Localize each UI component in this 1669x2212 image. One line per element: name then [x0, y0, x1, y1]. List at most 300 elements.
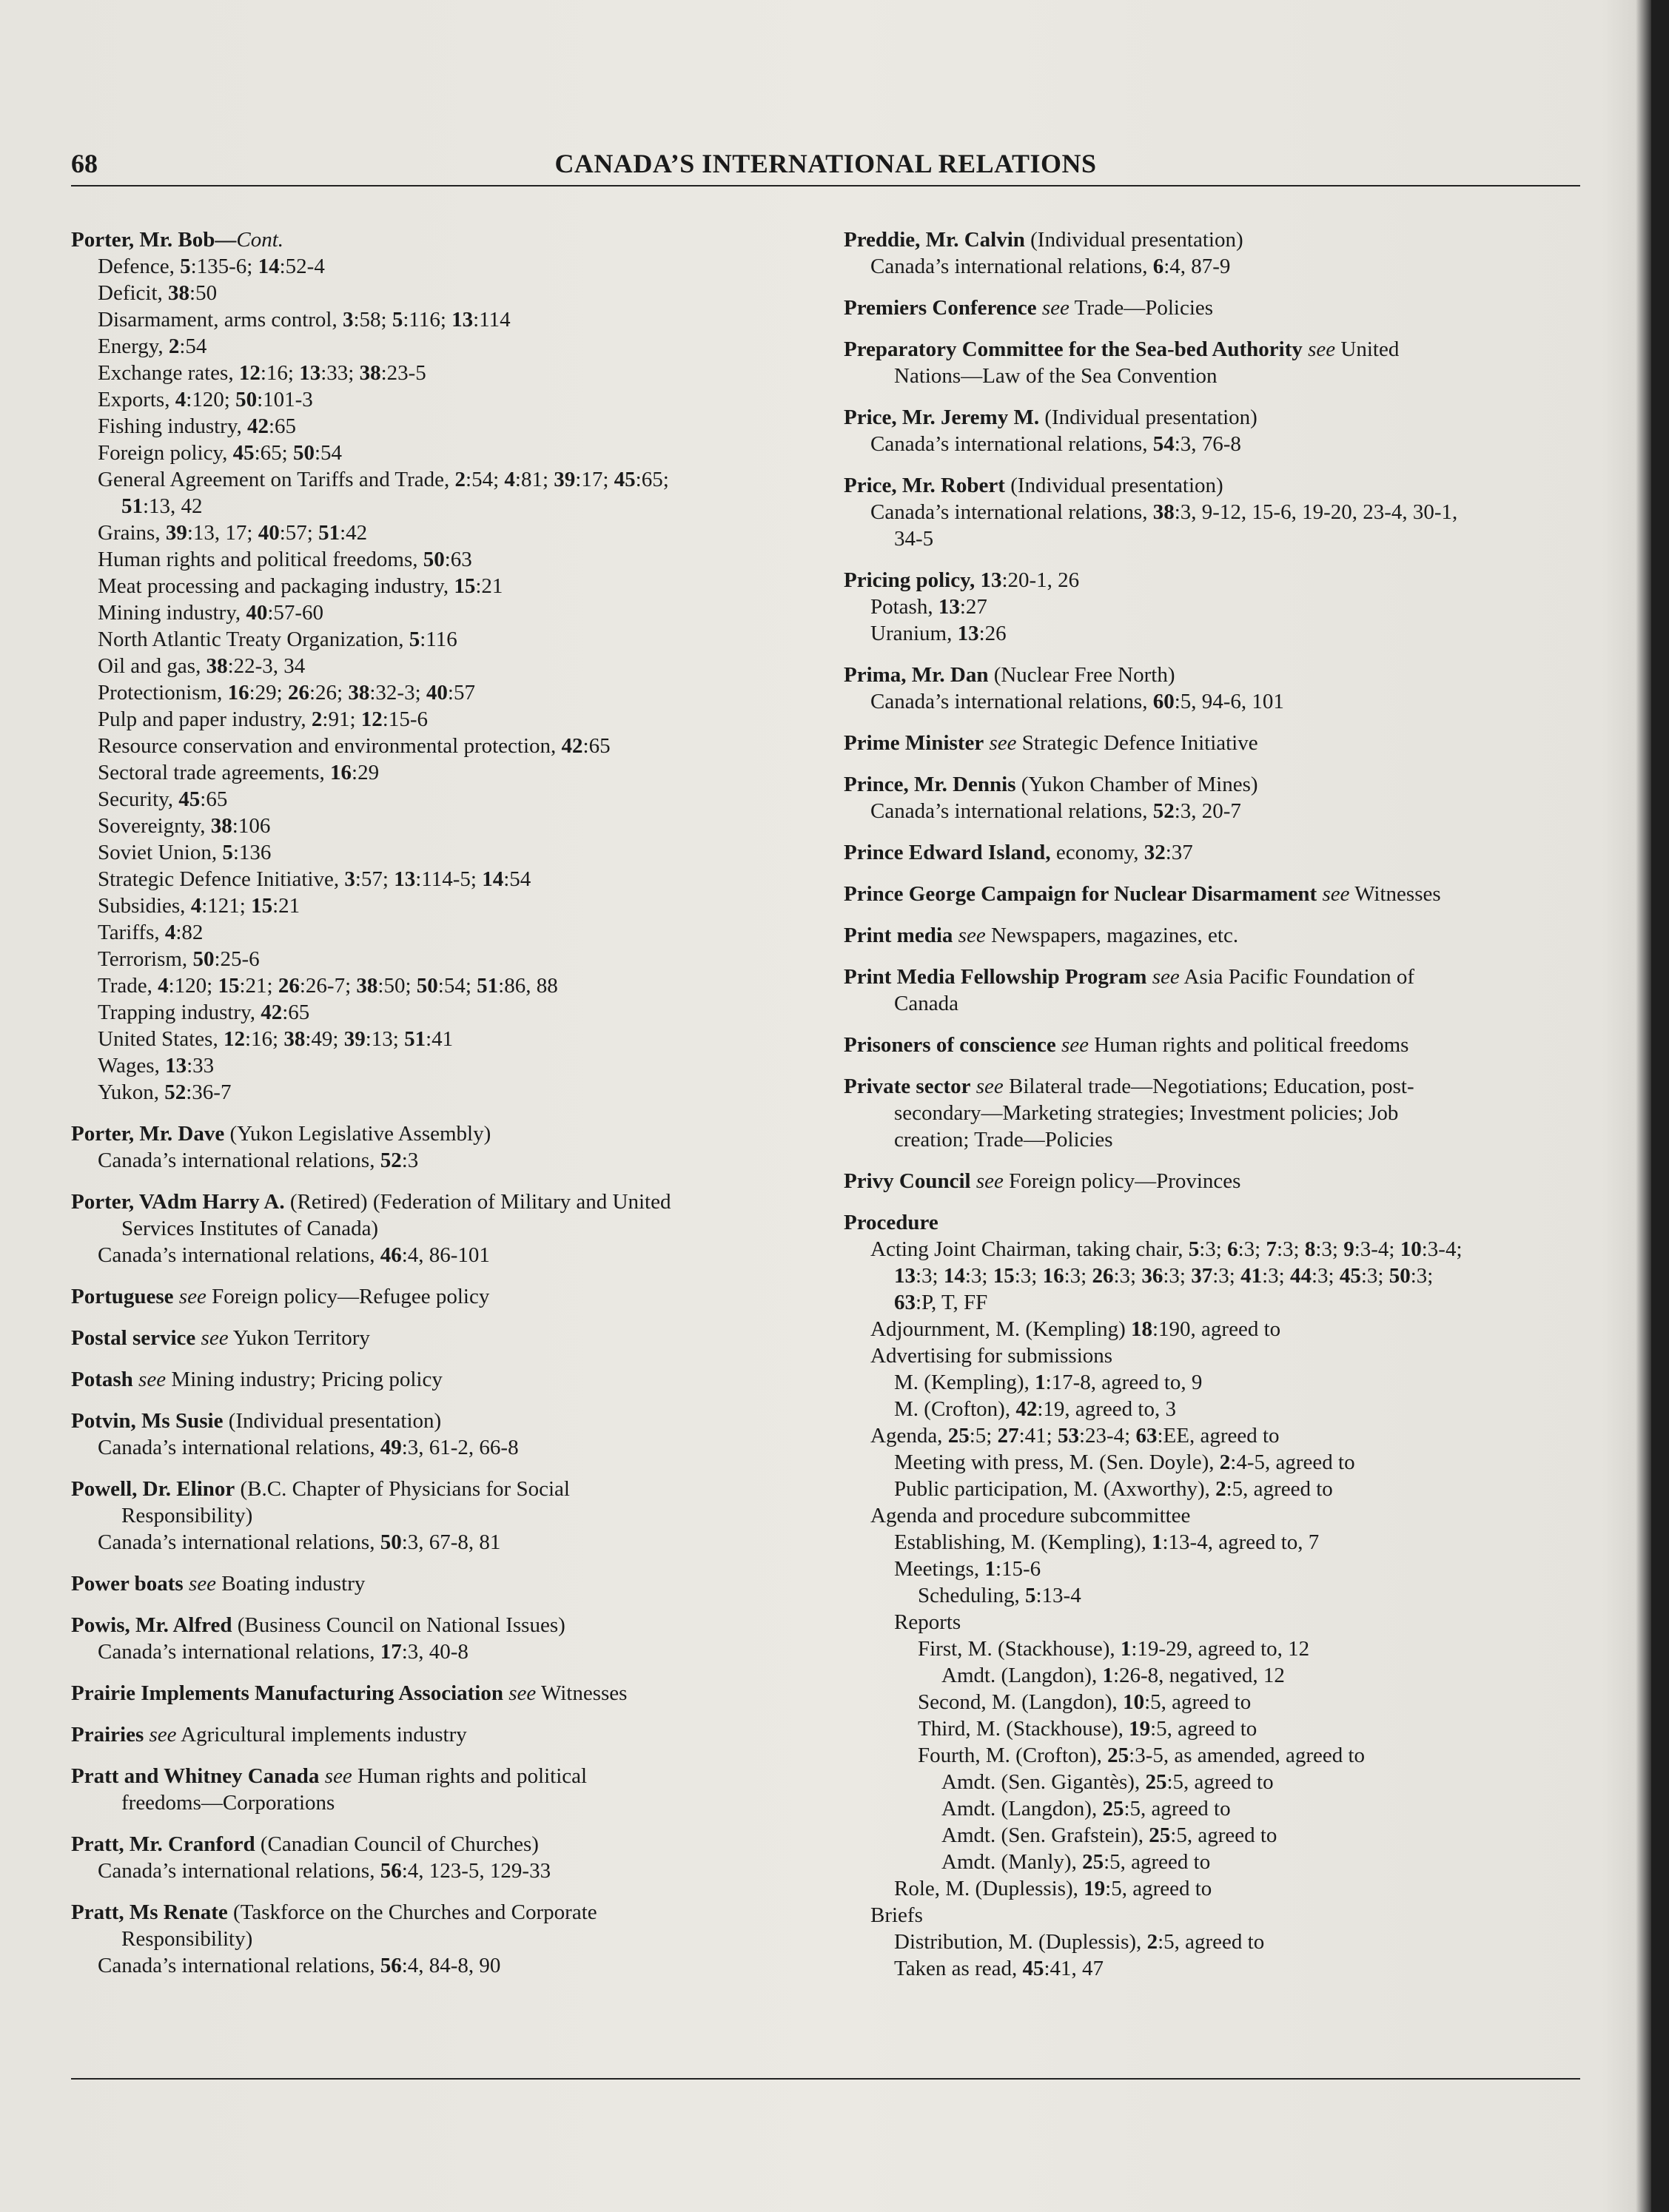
entry-text: Protectionism, 16:29; 26:26; 38:32-3; 40:57: [98, 681, 475, 705]
entry-subline: [71, 866, 811, 892]
entry-text: Trade—Policies: [1069, 296, 1214, 320]
entry-heading-line: [844, 922, 1584, 949]
entry-heading-line: [844, 1073, 1584, 1100]
entry-text: Canada’s international relations, 50:3, 67-8, 81: [98, 1530, 501, 1554]
entry-text: Pulp and paper industry, 2:91; 12:15-6: [98, 707, 428, 731]
entry-text: Services Institutes of Canada): [121, 1217, 379, 1240]
entry-text: Human rights and political freedoms, 50:63: [98, 548, 472, 571]
entry-text: Yukon Territory: [228, 1326, 370, 1350]
entry-subline: [71, 1789, 811, 1816]
entry-heading: Postal service: [71, 1326, 196, 1350]
entry-text: Sectoral trade agreements, 16:29: [98, 761, 380, 784]
entry-text: Canada’s international relations, 46:4, 86-101: [98, 1243, 490, 1267]
entry-text: Responsibility): [121, 1504, 253, 1527]
entry-subline: [71, 679, 811, 706]
entry-subline: [844, 1422, 1584, 1449]
entry-subline: [71, 1952, 811, 1979]
entry-heading-line: [71, 226, 811, 253]
entry-subline: [844, 1662, 1584, 1689]
entry-heading: Prairie Implements Manufacturing Association: [71, 1681, 503, 1705]
entry-subline: [71, 1502, 811, 1529]
index-entry: [71, 1899, 811, 1979]
entry-text: (Canadian Council of Churches): [255, 1832, 539, 1856]
entry-text: (Individual presentation): [223, 1409, 442, 1433]
entry-subline: [844, 620, 1584, 647]
entry-heading: Potash: [71, 1368, 133, 1391]
entry-heading: Porter, Mr. Dave: [71, 1122, 225, 1146]
entry-subline: [71, 333, 811, 360]
entry-heading-line: [844, 730, 1584, 756]
entry-heading-line: [71, 1189, 811, 1215]
entry-text: 13:3; 14:3; 15:3; 16:3; 26:3; 36:3; 37:3; 41:3; 44:3; 45:3; 50:3;: [894, 1264, 1434, 1288]
entry-heading: Print Media Fellowship Program: [844, 965, 1147, 989]
entry-subline: [71, 946, 811, 972]
entry-text: (Yukon Chamber of Mines): [1015, 773, 1258, 796]
entry-text: Oil and gas, 38:22-3, 34: [98, 654, 306, 678]
entry-subline: [71, 1926, 811, 1952]
entry-text: Disarmament, arms control, 3:58; 5:116; 13:114: [98, 308, 511, 332]
entry-heading-line: [71, 1325, 811, 1351]
entry-heading: Prairies: [71, 1723, 144, 1747]
entry-subline: [844, 1742, 1584, 1769]
index-entry: [71, 1570, 811, 1597]
entry-text: creation; Trade—Policies: [894, 1128, 1113, 1152]
entry-subline: [71, 1242, 811, 1268]
footer-rule: [71, 2078, 1580, 2080]
entry-heading: Power boats: [71, 1572, 184, 1596]
entry-heading-line: [844, 295, 1584, 321]
entry-subline: [71, 626, 811, 653]
entry-subline: [844, 1689, 1584, 1715]
entry-text: Deficit, 38:50: [98, 281, 218, 305]
entry-subline: [844, 1316, 1584, 1342]
entry-heading-line: [844, 771, 1584, 798]
entry-subline: [71, 972, 811, 999]
entry-heading-line: [844, 839, 1584, 866]
entry-text: Acting Joint Chairman, taking chair, 5:3; 6:3; 7:3; 8:3; 9:3-4; 10:3-4;: [870, 1237, 1463, 1261]
entry-text: (Retired) (Federation of Military and United: [284, 1190, 671, 1214]
entry-text: Fishing industry, 42:65: [98, 414, 297, 438]
entry-heading: Potvin, Ms Susie: [71, 1409, 224, 1433]
entry-subline: [844, 1289, 1584, 1316]
entry-text: Canada’s international relations, 56:4, 123-5, 129-33: [98, 1859, 551, 1883]
entry-heading-line: [71, 1408, 811, 1434]
entry-text: [1037, 296, 1042, 320]
entry-heading: Prince George Campaign for Nuclear Disarmament: [844, 882, 1317, 906]
entry-text: United States, 12:16; 38:49; 39:13; 51:41: [98, 1027, 454, 1051]
entry-text: Canada’s international relations, 52:3: [98, 1149, 419, 1172]
entry-heading: Prince Edward Island,: [844, 841, 1051, 864]
entry-text: General Agreement on Tariffs and Trade, 2:54; 4:81; 39:17; 45:65;: [98, 468, 669, 491]
entry-heading-line: [71, 1831, 811, 1858]
see-reference: see: [178, 1285, 206, 1308]
entry-subline: [844, 499, 1584, 525]
index-entry: [844, 226, 1584, 280]
entry-text: Mining industry; Pricing policy: [166, 1368, 443, 1391]
entry-text: (Yukon Legislative Assembly): [224, 1122, 491, 1146]
index-entry: [844, 881, 1584, 907]
entry-text: Wages, 13:33: [98, 1054, 215, 1078]
entry-subline: [71, 1529, 811, 1556]
entry-heading-line: [71, 1763, 811, 1789]
entry-heading-line: [844, 1168, 1584, 1194]
entry-heading: Price, Mr. Jeremy M.: [844, 406, 1040, 429]
entry-heading-line: [844, 567, 1584, 594]
entry-subline: [844, 1369, 1584, 1396]
entry-text: Tariffs, 4:82: [98, 921, 204, 944]
entry-heading: Private sector: [844, 1075, 971, 1098]
entry-subline: [844, 1822, 1584, 1849]
entry-subline: [844, 1715, 1584, 1742]
index-entry: [844, 730, 1584, 756]
index-entry: [71, 1408, 811, 1461]
entry-subline: [844, 1929, 1584, 1955]
entry-heading: Print media: [844, 924, 953, 947]
index-entry: [71, 1189, 811, 1268]
entry-heading: Prince, Mr. Dennis: [844, 773, 1016, 796]
entry-text: Exports, 4:120; 50:101-3: [98, 388, 313, 411]
entry-text: Distribution, M. (Duplessis), 2:5, agreed to: [894, 1930, 1265, 1954]
entry-heading: Powis, Mr. Alfred: [71, 1613, 232, 1637]
entry-subline: [71, 493, 811, 520]
entry-heading: Pratt, Mr. Cranford: [71, 1832, 255, 1856]
entry-text: Human rights and political: [352, 1764, 588, 1788]
index-column-left: [71, 226, 811, 1994]
entry-text: Amdt. (Sen. Gigantès), 25:5, agreed to: [941, 1770, 1274, 1794]
entry-text: Yukon, 52:36-7: [98, 1080, 232, 1104]
entry-subline: [71, 520, 811, 546]
entry-text: Canada’s international relations, 54:3, 76-8: [870, 432, 1241, 456]
index-entry: [71, 1325, 811, 1351]
entry-text: [184, 1572, 189, 1596]
entry-text: Subsidies, 4:121; 15:21: [98, 894, 300, 918]
entry-text: Trade, 4:120; 15:21; 26:26-7; 38:50; 50:54; 51:86, 88: [98, 974, 558, 998]
entry-text: Trapping industry, 42:65: [98, 1001, 310, 1024]
entry-text: Role, M. (Duplessis), 19:5, agreed to: [894, 1877, 1212, 1900]
entry-heading-line: [71, 1721, 811, 1748]
entry-heading-line: [71, 1476, 811, 1502]
entry-text: (Nuclear Free North): [988, 663, 1175, 687]
entry-subline: [844, 1875, 1584, 1902]
index-entry: [844, 295, 1584, 321]
entry-text: Security, 45:65: [98, 787, 228, 811]
entry-text: Canada’s international relations, 52:3, 20-7: [870, 799, 1241, 823]
index-entry: [844, 964, 1584, 1017]
entry-heading-line: [844, 472, 1584, 499]
entry-text: Agenda, 25:5; 27:41; 53:23-4; 63:EE, agreed to: [870, 1424, 1280, 1448]
entry-text: United: [1335, 337, 1400, 361]
index-entry: [71, 226, 811, 1106]
header-rule: [71, 185, 1580, 186]
entry-subline: [71, 813, 811, 839]
index-entry: [844, 404, 1584, 457]
index-entry: [71, 1831, 811, 1884]
entry-text: Canada’s international relations, 49:3, 61-2, 66-8: [98, 1436, 519, 1459]
entry-text: Responsibility): [121, 1927, 253, 1951]
entry-text: secondary—Marketing strategies; Investment policies; Job: [894, 1101, 1399, 1125]
entry-text: North Atlantic Treaty Organization, 5:116: [98, 628, 457, 651]
index-entry: [71, 1763, 811, 1816]
entry-subline: [844, 1126, 1584, 1153]
entry-text: 63:P, T, FF: [894, 1291, 988, 1314]
index-entry: [71, 1283, 811, 1310]
entry-subline: [844, 1396, 1584, 1422]
entry-heading: Prisoners of conscience: [844, 1033, 1056, 1057]
entry-text: Exchange rates, 12:16; 13:33; 38:23-5: [98, 361, 426, 385]
index-entry: [844, 1168, 1584, 1194]
entry-subline: [71, 573, 811, 599]
entry-subline: [71, 360, 811, 386]
entry-heading: Porter, Mr. Bob—: [71, 228, 237, 252]
entry-text: Amdt. (Sen. Grafstein), 25:5, agreed to: [941, 1823, 1277, 1847]
entry-text: Asia Pacific Foundation of: [1179, 965, 1415, 989]
entry-text: Canada’s international relations, 6:4, 87-9: [870, 255, 1231, 278]
page-number: 68: [71, 149, 98, 178]
index-entry: [71, 1721, 811, 1748]
entry-subline: [71, 1147, 811, 1174]
entry-text: [319, 1764, 324, 1788]
entry-subline: [71, 653, 811, 679]
entry-text: freedoms—Corporations: [121, 1791, 335, 1815]
running-title: CANADA’S INTERNATIONAL RELATIONS: [554, 149, 1097, 178]
index-entry: [71, 1612, 811, 1665]
see-reference: see: [1152, 965, 1180, 989]
entry-text: Meat processing and packaging industry, 15:21: [98, 574, 503, 598]
entry-text: Mining industry, 40:57-60: [98, 601, 324, 625]
entry-text: Terrorism, 50:25-6: [98, 947, 260, 971]
entry-subline: [844, 1476, 1584, 1502]
entry-subline: [71, 280, 811, 306]
entry-text: Amdt. (Langdon), 1:26-8, negatived, 12: [941, 1664, 1285, 1687]
entry-subline: [71, 706, 811, 733]
entry-subline: [844, 1636, 1584, 1662]
entry-text: [133, 1368, 138, 1391]
entry-text: Witnesses: [1349, 882, 1441, 906]
entry-text: Advertising for submissions: [870, 1344, 1113, 1368]
entry-text: Canada’s international relations, 17:3, 40-8: [98, 1640, 469, 1664]
entry-heading-line: [844, 1032, 1584, 1058]
entry-text: [1056, 1033, 1061, 1057]
entry-subline: [71, 1638, 811, 1665]
entry-text: Canada: [894, 992, 958, 1015]
see-reference: see: [188, 1572, 216, 1596]
entry-text: Foreign policy—Refugee policy: [206, 1285, 490, 1308]
entry-subline: [844, 1502, 1584, 1529]
entry-text: Meetings, 1:15-6: [894, 1557, 1041, 1581]
entry-text: economy, 32:37: [1050, 841, 1193, 864]
entry-text: Foreign policy, 45:65; 50:54: [98, 441, 343, 465]
entry-heading-line: [844, 964, 1584, 990]
entry-subline: [844, 253, 1584, 280]
entry-text: (Individual presentation): [1039, 406, 1257, 429]
see-reference: see: [975, 1075, 1004, 1098]
entry-heading: Pratt and Whitney Canada: [71, 1764, 320, 1788]
entry-subline: [71, 440, 811, 466]
entry-heading: Pricing policy,: [844, 568, 975, 592]
entry-heading: Powell, Dr. Elinor: [71, 1477, 235, 1501]
index-entry: [71, 1120, 811, 1174]
entry-subline: [844, 1609, 1584, 1636]
entry-subline: [844, 1100, 1584, 1126]
entry-text: (B.C. Chapter of Physicians for Social: [235, 1477, 570, 1501]
entry-subline: [844, 990, 1584, 1017]
see-reference: see: [508, 1681, 537, 1705]
entry-subline: [71, 892, 811, 919]
entry-heading-line: [844, 336, 1584, 363]
entry-heading: Privy Council: [844, 1169, 971, 1193]
see-reference: see: [1308, 337, 1336, 361]
entry-text: Briefs: [870, 1903, 923, 1927]
entry-text: Third, M. (Stackhouse), 19:5, agreed to: [918, 1717, 1257, 1741]
entry-subline: [71, 466, 811, 493]
entry-subline: [844, 1769, 1584, 1795]
entry-subline: [844, 688, 1584, 715]
entry-heading: Prima, Mr. Dan: [844, 663, 989, 687]
entry-heading-line: [844, 1209, 1584, 1236]
see-reference: see: [324, 1764, 352, 1788]
entry-heading-line: [71, 1899, 811, 1926]
entry-subline: [844, 1236, 1584, 1263]
entry-heading: Procedure: [844, 1211, 938, 1234]
entry-text: Boating industry: [215, 1572, 366, 1596]
entry-heading-line: [71, 1366, 811, 1393]
index-entry: [844, 336, 1584, 389]
entry-subline: [844, 1263, 1584, 1289]
entry-text: Sovereignty, 38:106: [98, 814, 271, 838]
see-reference: see: [201, 1326, 229, 1350]
entry-subline: [71, 839, 811, 866]
entry-heading: Preparatory Committee for the Sea-bed Authority: [844, 337, 1303, 361]
entry-heading-line: [71, 1680, 811, 1707]
entry-subline: [844, 1529, 1584, 1556]
entry-text: (Business Council on National Issues): [232, 1613, 565, 1637]
entry-subline: [71, 1215, 811, 1242]
entry-subline: [71, 413, 811, 440]
see-reference: see: [975, 1169, 1004, 1193]
entry-text: Establishing, M. (Kempling), 1:13-4, agreed to, 7: [894, 1530, 1320, 1554]
entry-text: Bilateral trade—Negotiations; Education, post-: [1003, 1075, 1414, 1098]
entry-heading: Pratt, Ms Renate: [71, 1900, 228, 1924]
entry-subline: [71, 1858, 811, 1884]
entry-subline: [844, 431, 1584, 457]
entry-subline: [71, 306, 811, 333]
entry-heading-line: [71, 1612, 811, 1638]
index-entry: [844, 922, 1584, 949]
entry-subline: [844, 1795, 1584, 1822]
entry-subline: [844, 1582, 1584, 1609]
entry-text: Potash, 13:27: [870, 595, 987, 619]
entry-subline: [844, 1902, 1584, 1929]
page-header: [71, 148, 1580, 182]
see-reference: see: [1061, 1033, 1089, 1057]
entry-text: 34-5: [894, 527, 934, 551]
index-entry: [71, 1476, 811, 1556]
entry-subline: [844, 525, 1584, 552]
entry-text: Taken as read, 45:41, 47: [894, 1957, 1104, 1980]
entry-heading-line: [844, 881, 1584, 907]
entry-subline: [844, 1342, 1584, 1369]
entry-text: [1146, 965, 1152, 989]
entry-text: (Taskforce on the Churches and Corporate: [227, 1900, 597, 1924]
entry-subline: [71, 999, 811, 1026]
entry-subline: [71, 759, 811, 786]
see-reference: see: [149, 1723, 177, 1747]
see-reference: see: [1322, 882, 1350, 906]
index-entry: [844, 1032, 1584, 1058]
entry-subline: [844, 1955, 1584, 1982]
index-entry: [844, 771, 1584, 824]
entry-text: [174, 1285, 179, 1308]
see-reference: see: [989, 731, 1017, 755]
entry-heading: Price, Mr. Robert: [844, 474, 1005, 497]
entry-text: (Individual presentation): [1004, 474, 1223, 497]
entry-subline: [71, 919, 811, 946]
index-entry: [844, 567, 1584, 647]
index-entry: [844, 472, 1584, 552]
entry-text: [195, 1326, 201, 1350]
entry-text: Nations—Law of the Sea Convention: [894, 364, 1218, 388]
entry-heading: Premiers Conference: [844, 296, 1037, 320]
index-entry: [844, 1209, 1584, 1982]
entry-text: Reports: [894, 1610, 961, 1634]
index-entry: [71, 1680, 811, 1707]
entry-heading-line: [71, 1120, 811, 1147]
entry-subline: [71, 386, 811, 413]
entry-subline: [844, 1849, 1584, 1875]
entry-text: Human rights and political freedoms: [1088, 1033, 1409, 1057]
entry-text: Amdt. (Langdon), 25:5, agreed to: [941, 1797, 1231, 1821]
entry-text: Agenda and procedure subcommittee: [870, 1504, 1191, 1527]
entry-subline: [844, 1556, 1584, 1582]
entry-text: Soviet Union, 5:136: [98, 841, 272, 864]
entry-subline: [71, 1052, 811, 1079]
entry-subline: [71, 253, 811, 280]
entry-text: M. (Kempling), 1:17-8, agreed to, 9: [894, 1371, 1203, 1394]
entry-heading: Portuguese: [71, 1285, 174, 1308]
entry-subline: [71, 733, 811, 759]
entry-text: [970, 1075, 975, 1098]
entry-heading-line: [844, 662, 1584, 688]
entry-text: Foreign policy—Provinces: [1003, 1169, 1241, 1193]
entry-text: Uranium, 13:26: [870, 622, 1007, 645]
continued-marker: Cont.: [236, 228, 284, 252]
see-reference: see: [958, 924, 986, 947]
index-entry: [844, 662, 1584, 715]
entry-heading-line: [844, 404, 1584, 431]
entry-subline: [71, 546, 811, 573]
entry-subline: [71, 1026, 811, 1052]
entry-text: 51:13, 42: [121, 494, 203, 518]
entry-text: Canada’s international relations, 38:3, 9-12, 15-6, 19-20, 23-4, 30-1,: [870, 500, 1458, 524]
entry-text: Resource conservation and environmental protection, 42:65: [98, 734, 611, 758]
entry-text: (Individual presentation): [1024, 228, 1243, 252]
entry-text: Fourth, M. (Crofton), 25:3-5, as amended, agreed to: [918, 1744, 1366, 1767]
entry-subline: [71, 786, 811, 813]
index-entry: [844, 1073, 1584, 1153]
entry-text: Second, M. (Langdon), 10:5, agreed to: [918, 1690, 1252, 1714]
entry-subline: [71, 1079, 811, 1106]
entry-text: Newspapers, magazines, etc.: [985, 924, 1239, 947]
entry-heading-line: [71, 1570, 811, 1597]
entry-text: [971, 1169, 976, 1193]
see-reference: see: [1041, 296, 1069, 320]
entry-text: Strategic Defence Initiative: [1016, 731, 1258, 755]
index-entry: [71, 1366, 811, 1393]
entry-heading: Preddie, Mr. Calvin: [844, 228, 1025, 252]
scan-edge: [1651, 0, 1669, 2212]
entry-text: [953, 924, 958, 947]
entry-heading: Porter, VAdm Harry A.: [71, 1190, 285, 1214]
